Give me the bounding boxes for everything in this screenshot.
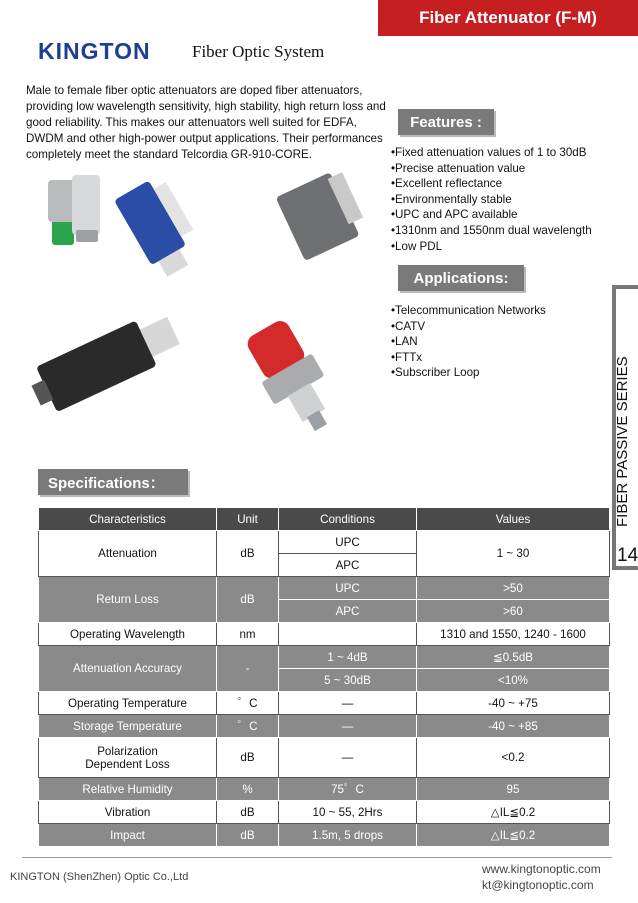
cell: Return Loss [39, 577, 217, 623]
cell: 75゜C [279, 778, 417, 801]
cell: Relative Humidity [39, 778, 217, 801]
cell: dB [217, 531, 279, 577]
table-row [39, 715, 610, 738]
list-item: •Fixed attenuation values of 1 to 30dB [391, 146, 587, 159]
cell: 1 ~ 4dB [279, 646, 417, 669]
table-row [39, 646, 610, 669]
specifications-heading: Specifications： [38, 469, 188, 495]
cell: Operating Temperature [39, 692, 217, 715]
cell: dB [217, 577, 279, 623]
cell: 5 ~ 30dB [279, 669, 417, 692]
list-item: •Subscriber Loop [391, 366, 480, 380]
cell: Polarization Dependent Loss [39, 738, 217, 778]
list-item: •FTTx [391, 350, 423, 364]
cell: -40 ~ +85 [417, 715, 610, 738]
cell: nm [217, 623, 279, 646]
cell: dB [217, 801, 279, 824]
table-row [39, 623, 610, 646]
cell: ≦0.5dB [417, 646, 610, 669]
cell: - [217, 646, 279, 692]
cell: % [217, 778, 279, 801]
cell: Vibration [39, 801, 217, 824]
cell: — [279, 715, 417, 738]
brand-logo: KINGTON [38, 38, 151, 64]
list-item: •UPC and APC available [391, 208, 518, 222]
cell: ゜C [217, 715, 279, 738]
column-header: Values [417, 508, 610, 531]
cell: -40 ~ +75 [417, 692, 610, 715]
brand-subtitle: Fiber Optic System [192, 42, 325, 61]
cell: — [279, 738, 417, 778]
column-header: Conditions [279, 508, 417, 531]
cell: dB [217, 824, 279, 847]
cell: <0.2 [417, 738, 610, 778]
cell: ゜C [217, 692, 279, 715]
table-row [39, 577, 610, 600]
list-item: •Environmentally stable [391, 192, 512, 206]
cell: APC [279, 600, 417, 623]
cell: >60 [417, 600, 610, 623]
list-item: •1310nm and 1550nm dual wavelength [391, 223, 592, 237]
cell: dB [217, 738, 279, 778]
table-header-row [39, 508, 610, 531]
page-title: Fiber Attenuator (F-M) [378, 0, 638, 36]
list-item: •Telecommunication Networks [391, 304, 546, 317]
footer-website-link[interactable]: www.kingtonoptic.com [482, 862, 601, 876]
footer-company: KINGTON (ShenZhen) Optic Co.,Ltd [10, 871, 189, 883]
black-attenuator-image [25, 308, 184, 418]
cell: △IL≦0.2 [417, 824, 610, 847]
column-header: Characteristics [39, 508, 217, 531]
page-number: 14 [617, 545, 638, 566]
table-row [39, 738, 610, 778]
features-list [391, 145, 592, 254]
table-row [39, 801, 610, 824]
intro-paragraph: Male to female fiber optic attenuators are doped fiber attenuators, providing low wavelength sensitivity, high stability, high return loss and good reliability. This makes our attenuators well suited for EDFA, DWDM and other high-power output applications. Their performances completely meet the standard Telcordia GR-910-CORE. [26, 84, 386, 161]
product-photos [20, 170, 390, 440]
cell: △IL≦0.2 [417, 801, 610, 824]
cell: 1.5m, 5 drops [279, 824, 417, 847]
features-heading: Features : [398, 109, 494, 135]
cell: — [279, 692, 417, 715]
specifications-table [38, 507, 610, 847]
cell: UPC [279, 531, 417, 554]
cell: 1310 and 1550, 1240 - 1600 [417, 623, 610, 646]
applications-list [391, 303, 546, 381]
cell [279, 623, 417, 646]
cell: Operating Wavelength [39, 623, 217, 646]
cell: Attenuation [39, 531, 217, 577]
table-row [39, 824, 610, 847]
st-attenuator-image [239, 314, 346, 440]
fc-attenuator-image [48, 175, 100, 245]
cell: 10 ~ 55, 2Hrs [279, 801, 417, 824]
table-row [39, 778, 610, 801]
list-item: •Excellent reflectance [391, 177, 503, 191]
cell: <10% [417, 669, 610, 692]
sc-attenuator-image [114, 173, 207, 281]
cell: >50 [417, 577, 610, 600]
footer-email-link[interactable]: kt@kingtonoptic.com [482, 878, 594, 892]
list-item: •Precise attenuation value [391, 161, 526, 175]
cell: Storage Temperature [39, 715, 217, 738]
cell: 1 ~ 30 [417, 531, 610, 577]
list-item: •LAN [391, 335, 418, 349]
cell: APC [279, 554, 417, 577]
cell: Attenuation Accuracy [39, 646, 217, 692]
footer-divider [22, 857, 612, 858]
cell: Impact [39, 824, 217, 847]
list-item: •CATV [391, 319, 426, 333]
cell: UPC [279, 577, 417, 600]
series-label: FIBER PASSIVE SERIES [614, 356, 631, 527]
applications-heading: Applications: [398, 265, 524, 291]
column-header: Unit [217, 508, 279, 531]
table-row [39, 692, 610, 715]
list-item: •Low PDL [391, 239, 443, 253]
table-row [39, 531, 610, 554]
gray-attenuator-image [276, 170, 370, 261]
cell: 95 [417, 778, 610, 801]
